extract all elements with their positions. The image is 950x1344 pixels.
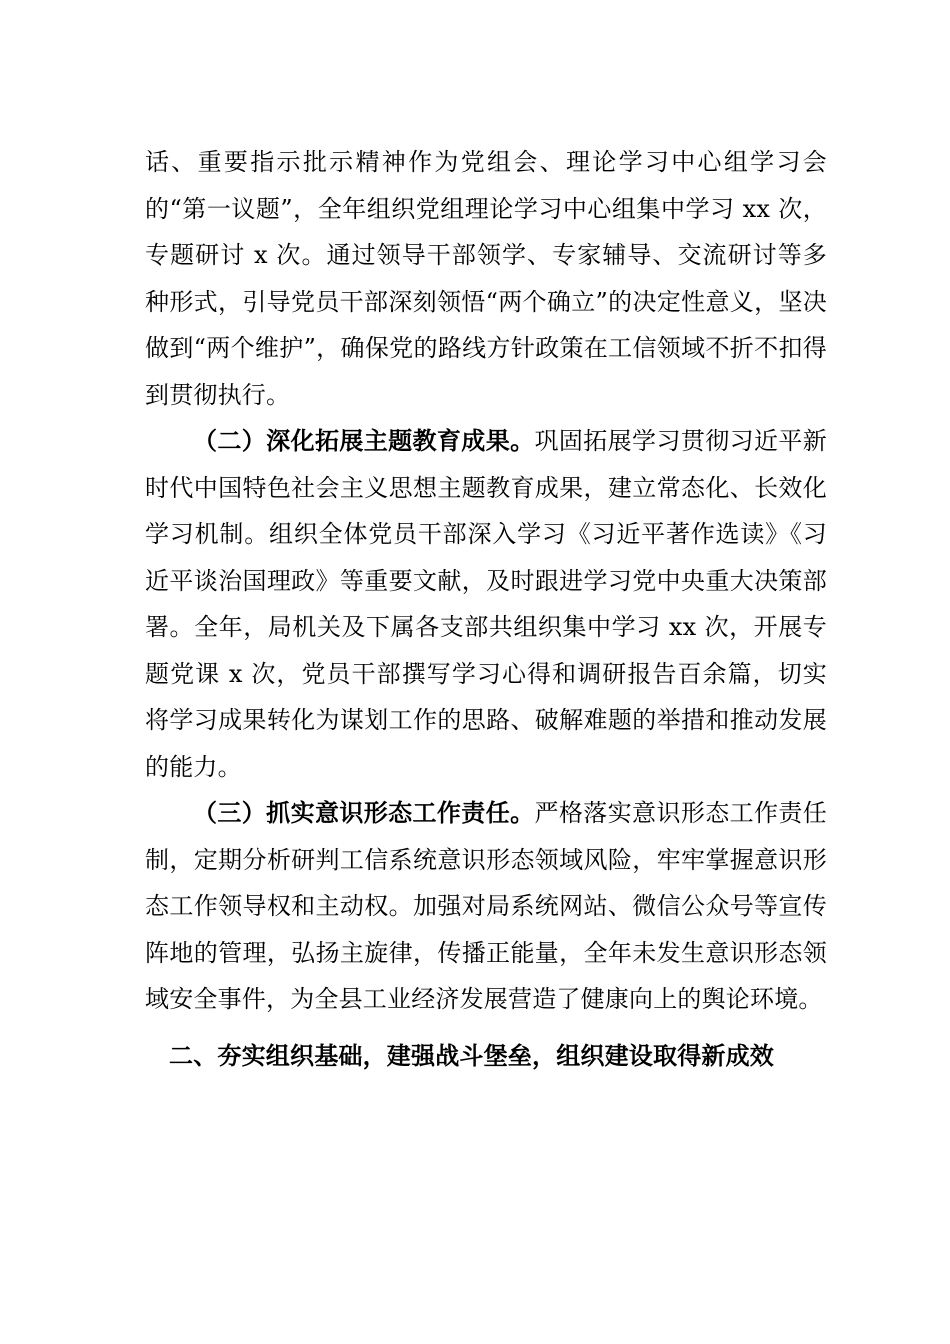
paragraph-lead-heading: （三）抓实意识形态工作责任。 xyxy=(193,799,535,827)
paragraph-continued: 话、重要指示批示精神作为党组会、理论学习中心组学习会的“第一议题”，全年组织党组理论学习中心组集中学习 xx 次，专题研讨 x 次。通过领导干部领学、专家辅导、交流研讨等多种形式，引导党员干部深刻领悟“两个确立”的决定性意义，坚决做到“两个维护”，确保党的路线方针政策在工信领域不折不扣得到贯彻执行。 xyxy=(145,148,827,409)
paragraph-lead-heading: （二）深化拓展主题教育成果。 xyxy=(193,427,535,455)
document-body xyxy=(145,139,827,1083)
section-heading: 二、夯实组织基础，建强战斗堡垒，组织建设取得新成效 xyxy=(169,1041,774,1070)
paragraph-body-text: 巩固拓展学习贯彻习近平新时代中国特色社会主义思想主题教育成果，建立常态化、长效化学习机制。组织全体党员干部深入学习《习近平著作选读》《习近平谈治国理政》等重要文献，及时跟进学习党中央重大决策部署。全年，局机关及下属各支部共组织集中学习 xx 次，开展专题党课 x 次，党员干部撰写学习心得和调研报告百余篇，切实将学习成果转化为谋划工作的思路、破解难题的举措和推动发展的能力。 xyxy=(145,427,827,781)
paragraph-body-text: 严格落实意识形态工作责任制，定期分析研判工信系统意识形态领域风险，牢牢掌握意识形态工作领导权和主动权。加强对局系统网站、微信公众号等宣传阵地的管理，弘扬主旋律，传播正能量，全年未发生意识形态领域安全事件，为全县工业经济发展营造了健康向上的舆论环境。 xyxy=(145,799,827,1013)
paragraph-ideology-responsibility xyxy=(145,790,827,1023)
paragraph-theme-education xyxy=(145,418,827,790)
